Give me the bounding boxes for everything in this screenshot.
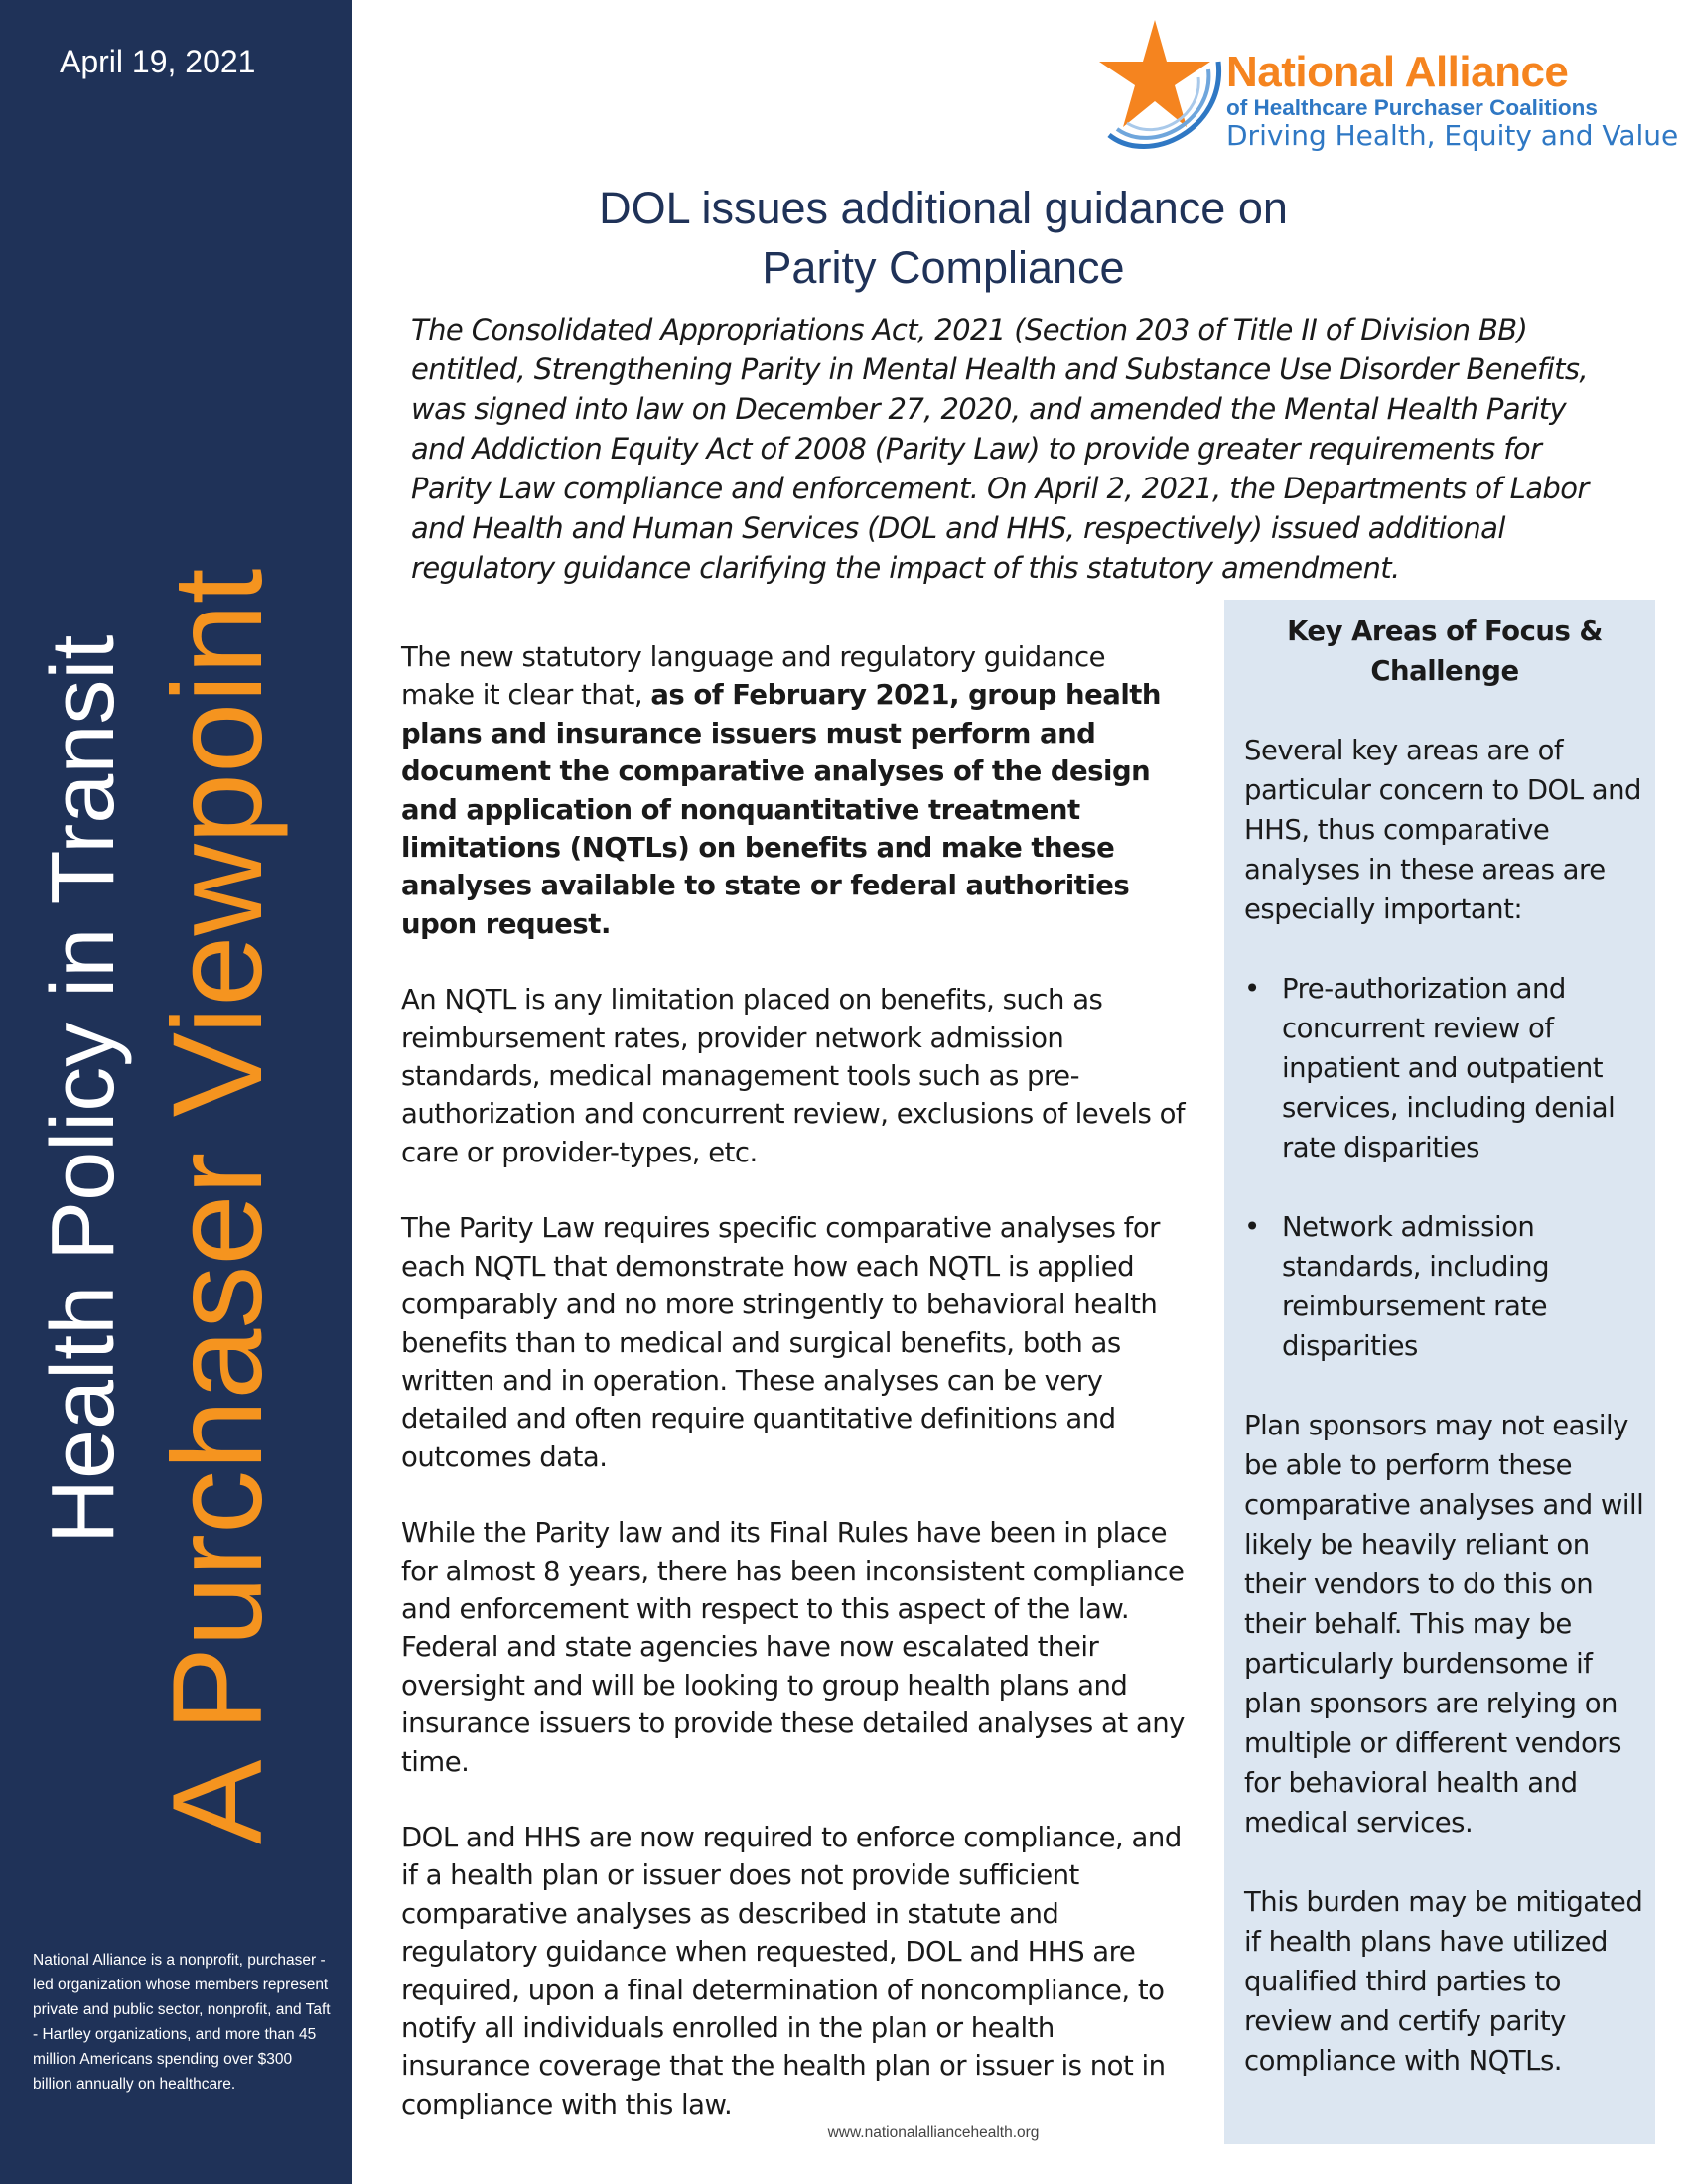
list-item [1244, 1207, 1645, 1366]
logo-subtitle: of Healthcare Purchaser Coalitions [1226, 95, 1598, 120]
callout-content [1244, 612, 1645, 2120]
title-line-1: DOL issues additional guidance on [599, 183, 1288, 233]
body-paragraph-1-emphasis: as of February 2021, group health plans and insurance issuers must perform and document the comparative analyses of the design and application of nonquantitative treatment limitations (NQTLs) on benefits and make these analyses available to state or federal authorities upon request. [401, 679, 1161, 940]
series-title: Health Policy in Transit [34, 634, 133, 1544]
callout-paragraph-2: Plan sponsors may not easily be able to perform these comparative analyses and will likely be heavily reliant on their vendors to do this on their behalf. This may be particularly burdensome if plan sponsors are relying on multiple or different vendors for behavioral health and medical services. [1244, 1410, 1644, 1839]
footer-website-link[interactable]: www.nationalalliancehealth.org [827, 2124, 1040, 2141]
national-alliance-logo [1087, 18, 1679, 157]
list-item [1244, 969, 1645, 1167]
bullet-icon: • [1244, 973, 1260, 1005]
body-paragraph-3: The Parity Law requires specific comparative analyses for each NQTL that demonstrate how each NQTL is applied comparably and no more stringently to behavioral health benefits than to medical and surgical benefits, both as written and in operation. These analyses can be very detailed and often require quantitative definitions and outcomes data. [401, 1212, 1160, 1473]
title-line-2: Parity Compliance [762, 242, 1125, 293]
body-paragraph-1-lead: The new statutory language and regulatory guidance make it clear that, [401, 641, 1106, 712]
logo-name: National Alliance [1226, 48, 1569, 96]
callout-paragraph-3: This burden may be mitigated if health plans have utilized qualified third parties to review and certify parity compliance with NQTLs. [1244, 1886, 1643, 2077]
list-item-text: Pre-authorization and concurrent review of inpatient and outpatient services, including denial rate disparities [1282, 973, 1616, 1163]
logo-tagline: Driving Health, Equity and Value [1226, 119, 1679, 152]
key-areas-callout [1224, 600, 1655, 2144]
main-body [401, 638, 1186, 2161]
callout-bullet-list [1244, 969, 1645, 1366]
sidebar-vertical-titles [0, 0, 352, 2184]
star-swoosh-icon [1087, 18, 1226, 157]
publication-date: April 19, 2021 [60, 44, 256, 79]
sidebar [0, 0, 352, 2184]
intro-paragraph: The Consolidated Appropriations Act, 2021 (Section 203 of Title II of Division BB) entitled, Strengthening Parity in Mental Health and Substance Use Disorder Benefits, was signed into law on December 27, 2020, and amended the Mental Health Parity and Addiction Equity Act of 2008 (Parity Law) to provide greater requirements for Parity Law compliance and enforcement. On April 2, 2021, the Departments of Labor and Health and Human Services (DOL and HHS, respectively) issued additional regulatory guidance clarifying the impact of this statutory amendment. [411, 313, 1589, 585]
list-item-text: Network admission standards, including reimbursement rate disparities [1282, 1211, 1550, 1362]
body-paragraph-2: An NQTL is any limitation placed on benefits, such as reimbursement rates, provider network admission standards, medical management tools such as pre-authorization and concurrent review, exclusions of levels of care or provider-types, etc. [401, 984, 1186, 1168]
body-paragraph-1 [401, 638, 1186, 943]
bullet-icon: • [1244, 1211, 1260, 1243]
series-subtitle: A Purchaser Viewpoint [147, 568, 289, 1844]
body-paragraph-5: DOL and HHS are now required to enforce compliance, and if a health plan or issuer does not provide sufficient comparative analyses as described in statute and regulatory guidance when requested, DOL and HHS are required, upon a final determination of noncompliance, to notify all individuals enrolled in the plan or health insurance coverage that the health plan or issuer is not in compliance with this law. [401, 1821, 1182, 2120]
callout-intro: Several key areas are of particular concern to DOL and HHS, thus comparative analyses in these areas are especially important: [1244, 735, 1642, 925]
page-title [417, 179, 1470, 298]
body-paragraph-4: While the Parity law and its Final Rules have been in place for almost 8 years, there has been inconsistent compliance and enforcement with respect to this aspect of the law. Federal and state agencies have now escalated their oversight and will be looking to group health plans and insurance issuers to provide these detailed analyses at any time. [401, 1517, 1185, 1778]
about-organization: National Alliance is a nonprofit, purchaser -led organization whose members represent private and public sector, nonprofit, and Taft - Hartley organizations, and more than 45 million Americans spending over $300 billion annually on healthcare. [33, 1952, 331, 2093]
callout-title: Key Areas of Focus & Challenge [1287, 615, 1603, 687]
